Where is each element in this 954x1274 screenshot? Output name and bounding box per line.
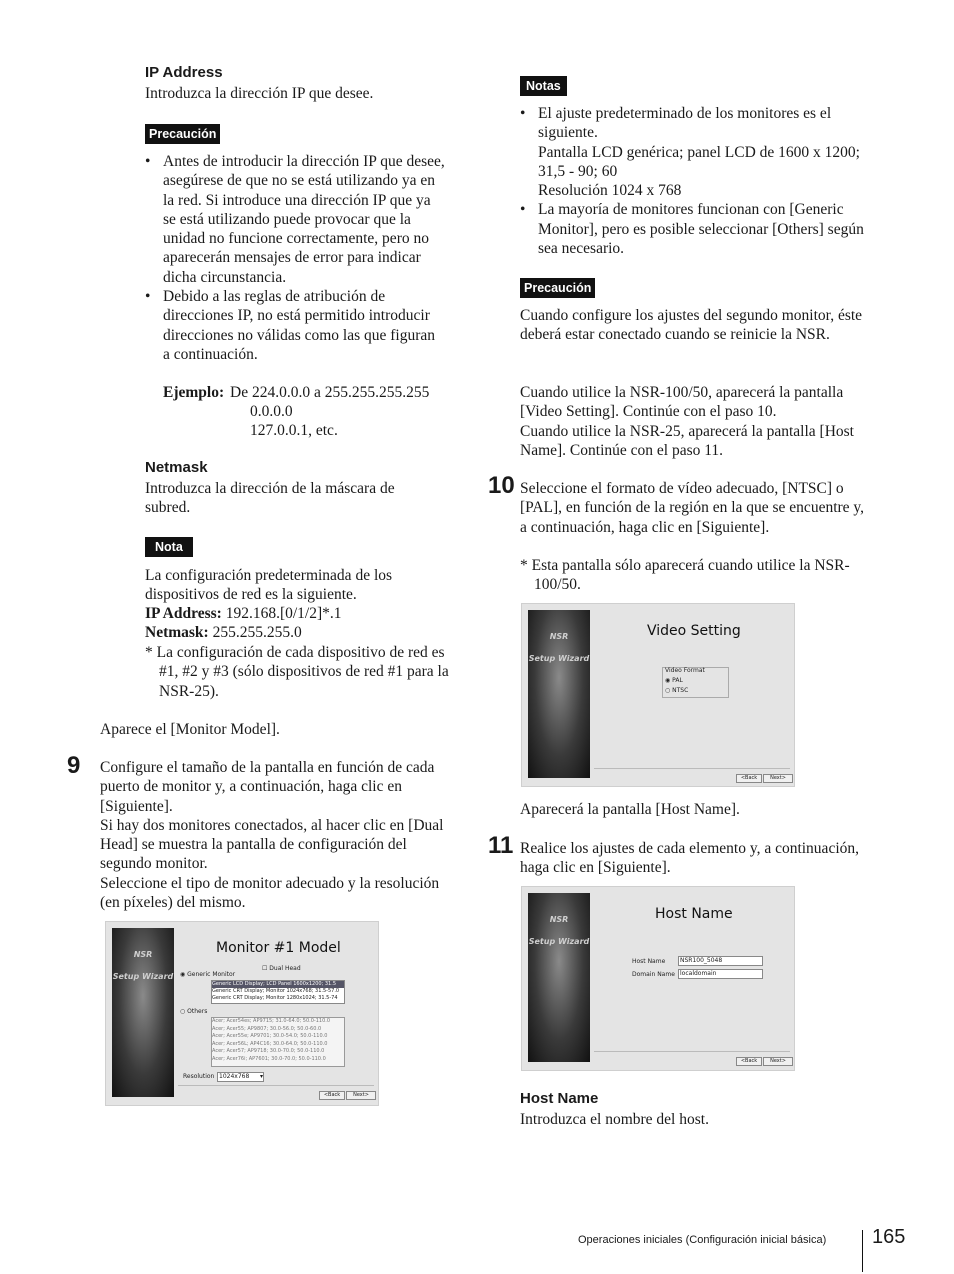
chevron-down-icon: ▾ [259,1073,263,1080]
others-radio[interactable]: ○ Others [180,1008,208,1015]
monitor-model-screenshot [105,921,379,1106]
note-ip: IP Address: 192.168.[0/1/2]*.1 [145,605,342,622]
example-line: 0.0.0.0 [250,403,293,420]
caution-item: • Debido a las reglas de atribución de direcciones IP, no está permitido introducir direcciones no válidas como las que figuran a continuación. [145,287,445,364]
step-9-text: Configure el tamaño de la pantalla en función de cada puerto de monitor y, a continuación, haga clic en [Siguiente]. Si hay dos monitores conectados, al hacer clic en [Dual Head] se muestra la pantalla de configuración del segundo monitor. Seleccione el tipo de monitor adecuado y la resolución (en píxeles) del mismo. [100,759,444,912]
wizard-sidebar: NSR Setup Wizard [528,610,590,778]
note-text: La configuración predeterminada de los dispositivos de red es la siguiente. [145,567,393,604]
ip-address-text: Introduzca la dirección IP que desee. [145,85,374,102]
example-line: De 224.0.0.0 a 255.255.255.255 [230,384,430,401]
netmask-text: Introduzca la dirección de la máscara de subred. [145,480,395,517]
caution-text-right: Cuando configure los ajustes del segundo monitor, éste deberá estar conectado cuando se reinicie la NSR. [520,307,863,344]
host-name-text: Introduzca el nombre del host. [520,1111,709,1128]
next-button[interactable]: Next> [346,1091,376,1100]
caution-tag: Precaución [145,124,220,144]
screen-title: Host Name [655,906,733,922]
footer-section: Operaciones iniciales (Configuración inicial básica) [578,1234,827,1246]
notes-item: • La mayoría de monitores funcionan con [Generic Monitor], pero es posible seleccionar [Others] según sea necesario. [520,200,865,258]
caution-list [145,152,445,364]
divider [594,768,790,769]
resolution-select[interactable]: 1024x768 ▾ [219,1073,263,1080]
caution-item: • Antes de introducir la dirección IP que desee, asegúrese de que no se está utilizando ya en la red. Si introduce una dirección IP que ya se está utilizando puede provocar que la unidad no funcione correctamente, pero no aparecerán mensajes de error para indicar dicha circunstancia. [145,152,445,287]
host-name-heading: Host Name [520,1090,599,1107]
back-button[interactable]: <Back [736,774,762,783]
domain-name-input[interactable]: localdomain [678,969,763,979]
pal-radio[interactable]: ◉ PAL [665,677,683,684]
wizard-sidebar: NSR Setup Wizard [112,928,174,1097]
resolution-label: Resolution [183,1073,215,1080]
nsr-text: Cuando utilice la NSR-100/50, aparecerá la pantalla [Video Setting]. Continúe con el paso 10. Cuando utilice la NSR-25, aparecerá la pantalla [Host Name]. Continúe con el paso 11. [520,384,854,459]
appears-host-text: Aparecerá la pantalla [Host Name]. [520,801,740,818]
ip-address-heading: IP Address [145,64,223,81]
others-list[interactable]: Acer; Acer54es; AP9715; 31.0-64.0; 50.0-110.0 Acer; Acer55; AP9807; 30.0-56.0; 50.0-60.0 Acer; Acer55e; AP9701; 30.0-54.0; 50.0-110.0 Acer; Acer56L; AP4C16; 30.0-64.0; 50.0-110.0 Acer; Acer57; AP9718; 30.0-70.0; 50.0-110.0 Acer; Acer76i; AP7601; 30.0-70.0; 50.0-110.0 [211,1017,345,1067]
back-button[interactable]: <Back [736,1057,762,1066]
divider [178,1085,374,1086]
netmask-heading: Netmask [145,459,208,476]
example-label: Ejemplo: [163,384,225,401]
video-format-group: Video Format ◉ PAL ○ NTSC [662,667,729,698]
step-11-text: Realice los ajustes de cada elemento y, a continuación, haga clic en [Siguiente]. [520,840,860,877]
next-button[interactable]: Next> [763,774,793,783]
next-button[interactable]: Next> [763,1057,793,1066]
note-netmask: Netmask: 255.255.255.0 [145,624,302,641]
generic-monitor-list[interactable]: Generic LCD Display; LCD Panel 1600x1200; 31.5 Generic CRT Display; Monitor 1024x768; 31.5-57.0 Generic CRT Display; Monitor 1280x1024; 31.5-74 [211,980,345,1004]
screen-title: Video Setting [647,623,741,639]
appears-monitor-text: Aparece el [Monitor Model]. [100,721,280,738]
host-name-screenshot [521,886,795,1071]
video-setting-screenshot [521,603,795,787]
step-10-text: Seleccione el formato de vídeo adecuado, [NTSC] o [PAL], en función de la región en la que se encuentre y, a continuación, haga clic en [Siguiente]. [520,480,865,536]
caution-tag-right: Precaución [520,278,595,298]
ntsc-radio[interactable]: ○ NTSC [665,687,689,694]
host-name-label: Host Name [632,958,666,965]
domain-name-label: Domain Name [632,971,675,978]
page-number: 165 [872,1226,906,1248]
screen-title: Monitor #1 Model [216,940,341,956]
wizard-sidebar: NSR Setup Wizard [528,893,590,1062]
step-10-footnote: * Esta pantalla sólo aparecerá cuando utilice la NSR-100/50. [520,557,850,594]
note-tag: Nota [145,537,193,557]
footer-divider [862,1230,863,1272]
step-11-number: 11 [488,832,514,859]
notes-list [520,104,865,258]
generic-monitor-radio[interactable]: ◉ Generic Monitor [180,971,236,978]
step-9-number: 9 [67,752,81,779]
example-line: 127.0.0.1, etc. [250,422,338,439]
dual-head-checkbox[interactable]: ☐ Dual Head [262,965,301,972]
step-10-number: 10 [488,472,515,499]
host-name-input[interactable]: NSR100_5048 [678,956,763,966]
notes-tag: Notas [520,76,567,96]
back-button[interactable]: <Back [319,1091,345,1100]
note-footnote: * La configuración de cada dispositivo de red es #1, #2 y #3 (sólo dispositivos de red #1 para la NSR-25). [145,644,449,700]
divider [594,1051,790,1052]
notes-item: • El ajuste predeterminado de los monitores es el siguiente. Pantalla LCD genérica; panel LCD de 1600 x 1200; 31,5 - 90; 60 Resolución 1024 x 768 [520,104,865,200]
